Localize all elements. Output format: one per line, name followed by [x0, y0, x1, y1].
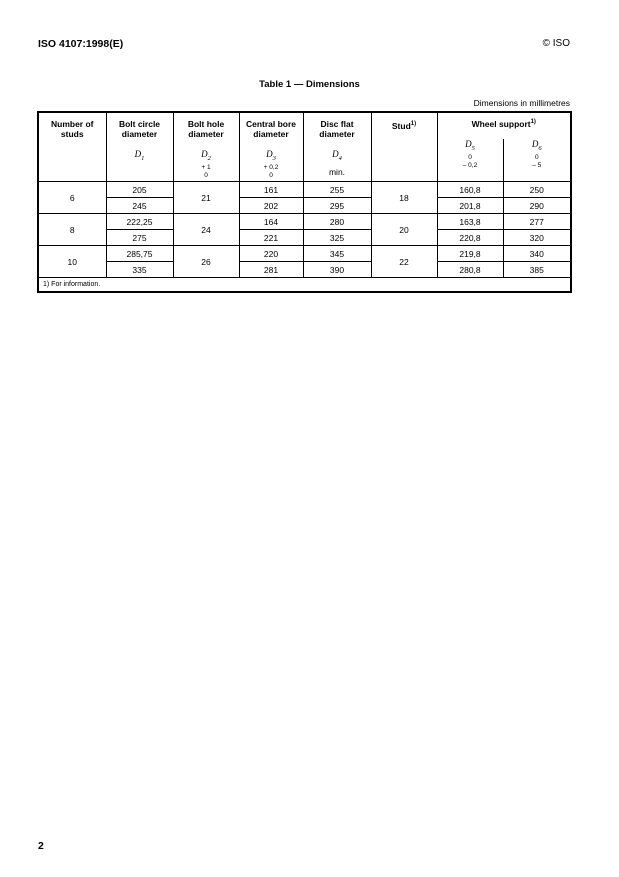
tolerance-upper: 0 — [468, 154, 472, 162]
table-row — [38, 230, 571, 246]
cell-d6: 320 — [503, 230, 571, 246]
cell-stud: 22 — [371, 246, 437, 278]
symbol-d1: $D_1$ — [134, 149, 145, 162]
table-row — [38, 182, 571, 198]
cell-studs: 10 — [38, 246, 106, 278]
footnote-row — [38, 278, 571, 293]
table-row — [38, 262, 571, 278]
copyright-notice: © ISO — [542, 38, 570, 49]
min-label: min. — [328, 166, 346, 177]
cell-d1: 205 — [106, 182, 173, 198]
cell-bolt-hole: 21 — [173, 182, 239, 214]
document-id: ISO 4107:1998(E) — [38, 38, 124, 50]
cell-d1: 335 — [106, 262, 173, 278]
cell-d3: 220 — [239, 246, 303, 262]
table-body — [38, 182, 571, 293]
header-bolt-hole-diameter: Bolt hole diameter $D_2$ + 1 0 — [173, 112, 239, 182]
cell-d4: 295 — [303, 198, 371, 214]
header-stud: Stud$^{1)}$ — [371, 112, 437, 182]
cell-d3: 221 — [239, 230, 303, 246]
footnote-ref: 1) — [410, 121, 417, 127]
table-row — [38, 198, 571, 214]
cell-d5: 219,8 — [437, 246, 503, 262]
cell-d1: 285,75 — [106, 246, 173, 262]
cell-d4: 255 — [303, 182, 371, 198]
symbol-d4: $D_4$ — [332, 149, 342, 162]
table-footnote: 1) For information. — [38, 278, 571, 293]
header-disc-flat-diameter: Disc flat diameter $D_4$ min. — [303, 112, 371, 182]
cell-bolt-hole: 26 — [173, 246, 239, 278]
tolerance-lower: – 0,2 — [462, 162, 478, 170]
table-row — [38, 246, 571, 262]
cell-d6: 250 — [503, 182, 571, 198]
header-central-bore-diameter: Central bore diameter $D_3$ + 0,2 0 — [239, 112, 303, 182]
cell-d5: 163,8 — [437, 214, 503, 230]
page-number: 2 — [38, 840, 44, 852]
cell-d3: 164 — [239, 214, 303, 230]
header-d6: $D_6$ 0 – 5 — [503, 139, 571, 181]
cell-d6: 385 — [503, 262, 571, 278]
cell-d1: 222,25 — [106, 214, 173, 230]
units-note: Dimensions in millimetres — [473, 98, 570, 108]
cell-d3: 202 — [239, 198, 303, 214]
dimensions-table — [37, 111, 572, 293]
cell-d4: 345 — [303, 246, 371, 262]
header-number-of-studs: Number of studs — [38, 112, 106, 182]
tolerance-lower: 0 — [269, 171, 273, 179]
header-d5: $D_5$ 0 – 0,2 — [437, 139, 503, 181]
cell-d4: 325 — [303, 230, 371, 246]
table-header — [38, 112, 571, 182]
cell-d4: 390 — [303, 262, 371, 278]
footnote-ref: 1) — [530, 119, 536, 126]
symbol-d3: $D_3$ — [266, 149, 276, 162]
cell-d3: 161 — [239, 182, 303, 198]
cell-d5: 220,8 — [437, 230, 503, 246]
symbol-d2: $D_2$ — [201, 149, 211, 162]
cell-d6: 340 — [503, 246, 571, 262]
tolerance-upper: + 0,2 — [263, 163, 279, 171]
header-wheel-support: Wheel support$^{1)}$ — [437, 112, 571, 139]
cell-studs: 8 — [38, 214, 106, 246]
cell-stud: 20 — [371, 214, 437, 246]
table-title: Table 1 — Dimensions — [259, 79, 360, 90]
cell-d6: 290 — [503, 198, 571, 214]
cell-bolt-hole: 24 — [173, 214, 239, 246]
cell-d3: 281 — [239, 262, 303, 278]
cell-studs: 6 — [38, 182, 106, 214]
cell-d5: 160,8 — [437, 182, 503, 198]
tolerance-upper: + 1 — [201, 163, 211, 171]
cell-d6: 277 — [503, 214, 571, 230]
cell-stud: 18 — [371, 182, 437, 214]
header-bolt-circle-diameter: Bolt circle diameter $D_1$ — [106, 112, 173, 182]
table-row — [38, 214, 571, 230]
cell-d1: 245 — [106, 198, 173, 214]
tolerance-lower: 0 — [204, 171, 208, 179]
cell-d5: 201,8 — [437, 198, 503, 214]
tolerance-lower: – 5 — [532, 162, 542, 170]
cell-d1: 275 — [106, 230, 173, 246]
cell-d5: 280,8 — [437, 262, 503, 278]
cell-d4: 280 — [303, 214, 371, 230]
tolerance-upper: 0 — [534, 154, 539, 162]
